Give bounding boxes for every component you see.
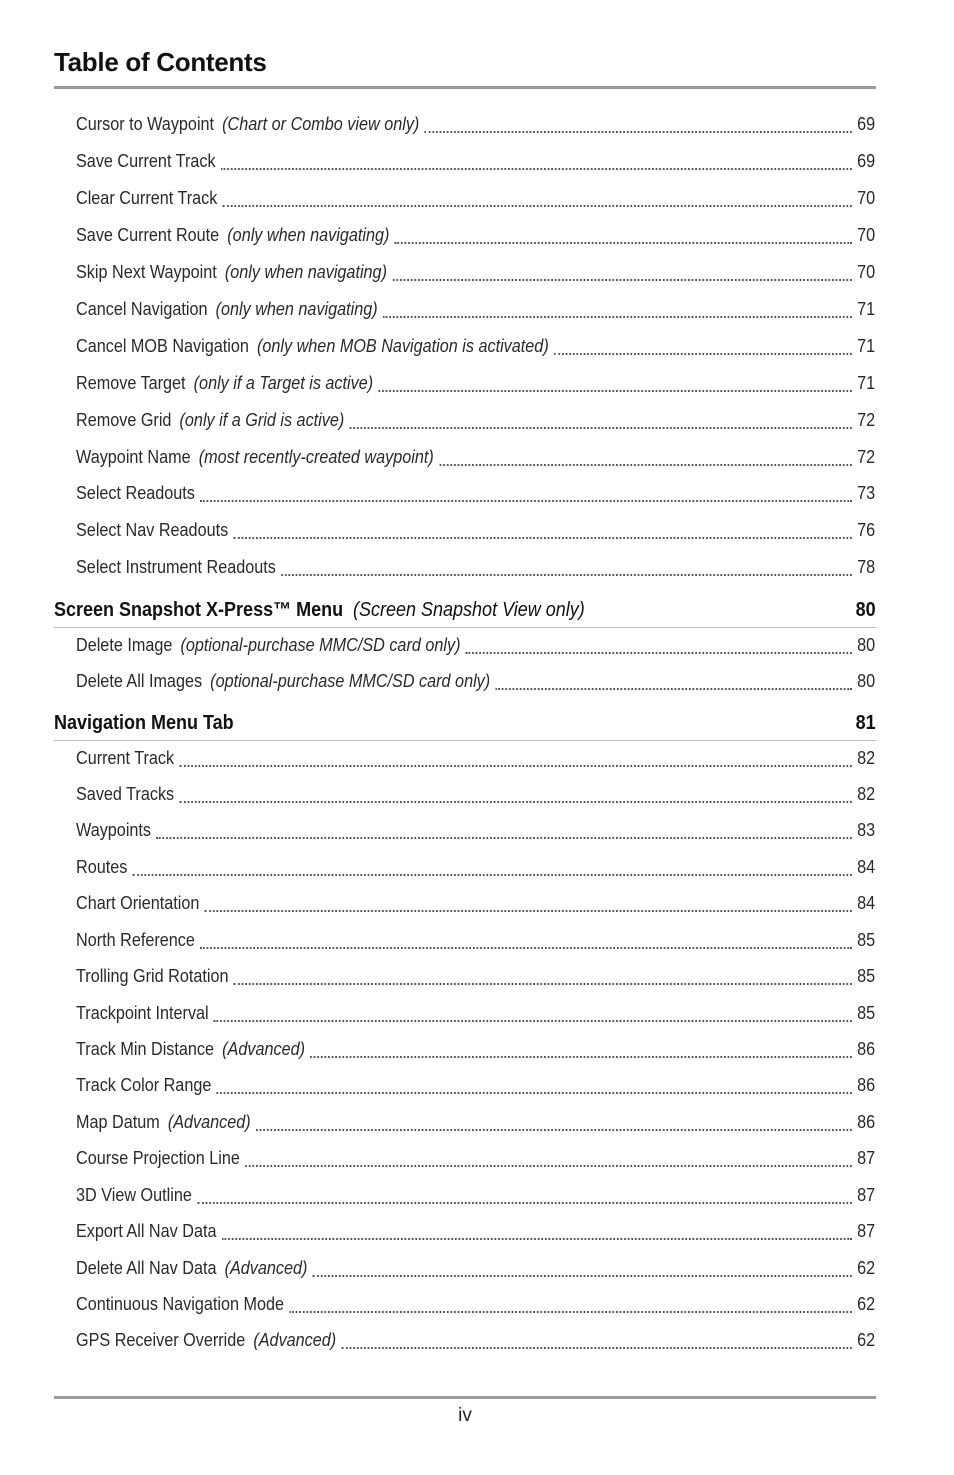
toc-entry[interactable]: [76, 966, 875, 990]
toc-entry-page: 85: [857, 966, 876, 986]
toc-entry-label: Select Instrument Readouts: [76, 557, 276, 577]
dot-leader: [234, 533, 852, 539]
toc-entry-page: 86: [857, 1075, 876, 1095]
toc-entry[interactable]: [76, 857, 875, 881]
toc-entry-label: Track Color Range: [76, 1075, 212, 1095]
dot-leader: [289, 1307, 851, 1313]
toc-entry[interactable]: [76, 784, 875, 808]
dot-leader: [554, 349, 852, 355]
dot-leader: [180, 761, 852, 767]
dot-leader: [256, 1125, 852, 1131]
toc-entry-page: 72: [857, 447, 876, 467]
toc-entry-note: (only when navigating): [227, 225, 390, 245]
dot-leader: [245, 1161, 851, 1167]
toc-entry-label: Waypoints: [76, 820, 152, 840]
toc-entry-page: 82: [857, 784, 876, 804]
toc-entry[interactable]: [76, 1185, 875, 1209]
toc-entry[interactable]: [76, 1294, 875, 1318]
toc-entry-label: Saved Tracks: [76, 784, 175, 804]
toc-entry[interactable]: [76, 557, 875, 581]
toc-entry-page: 72: [857, 410, 876, 430]
toc-entry-page: 69: [857, 151, 876, 171]
toc-entry-note: (Advanced): [222, 1039, 305, 1059]
toc-entry-label: Trolling Grid Rotation: [76, 966, 229, 986]
toc-entry[interactable]: [76, 1039, 875, 1063]
toc-entry-label: Select Nav Readouts: [76, 520, 229, 540]
toc-entry-page: 83: [857, 820, 876, 840]
toc-entry-label: 3D View Outline: [76, 1185, 192, 1205]
toc-entry-note: (only if a Grid is active): [179, 410, 345, 430]
dot-leader: [205, 906, 852, 912]
toc-entry[interactable]: [76, 262, 875, 286]
toc-entry-label: North Reference: [76, 930, 195, 950]
toc-entry-note: (Advanced): [253, 1330, 337, 1350]
toc-entry-page: 70: [857, 225, 876, 245]
toc-entry-label: Save Current Track: [76, 151, 216, 171]
toc-entry-label: GPS Receiver Override: [76, 1330, 246, 1350]
toc-entry-page: 62: [857, 1258, 876, 1278]
dot-leader: [214, 1016, 852, 1022]
toc-entry[interactable]: [76, 447, 875, 471]
toc-entry-label: Clear Current Track: [76, 188, 218, 208]
toc-entry-note: (Advanced): [224, 1258, 308, 1278]
dot-leader: [395, 238, 852, 244]
dot-leader: [313, 1271, 852, 1277]
section-divider: [54, 627, 876, 628]
toc-entry-label: Waypoint Name: [76, 447, 191, 467]
toc-entry-page: 85: [857, 1003, 876, 1023]
toc-entry-page: 70: [857, 188, 876, 208]
toc-entry-label: Track Min Distance: [76, 1039, 215, 1059]
dot-leader: [466, 648, 852, 654]
toc-entry[interactable]: [76, 225, 875, 249]
toc-entry-page: 84: [857, 857, 876, 877]
toc-entry-note: (only if a Target is active): [193, 373, 374, 393]
toc-entry-note: (Chart or Combo view only): [222, 114, 420, 134]
toc-entry[interactable]: [76, 114, 875, 138]
dot-leader: [200, 943, 852, 949]
toc-entry-note: (most recently-created waypoint): [198, 447, 434, 467]
dot-leader: [439, 460, 852, 466]
toc-entry[interactable]: [76, 1075, 875, 1099]
toc-section-heading[interactable]: [54, 712, 876, 740]
toc-entry[interactable]: [76, 930, 875, 954]
footer-divider: [54, 1396, 876, 1399]
toc-entry[interactable]: [76, 299, 875, 323]
toc-entry-page: 62: [857, 1294, 876, 1314]
toc-entry-label: Select Readouts: [76, 483, 195, 503]
dot-leader: [200, 496, 851, 502]
toc-entry-label: Course Projection Line: [76, 1148, 240, 1168]
toc-entry-page: 86: [857, 1039, 876, 1059]
toc-entry-page: 78: [857, 557, 876, 577]
toc-entry-page: 71: [857, 373, 876, 393]
toc-entry[interactable]: [76, 188, 875, 212]
toc-entry-note: (only when MOB Navigation is activated): [256, 336, 549, 356]
toc-entry[interactable]: [76, 1003, 875, 1027]
toc-section-heading[interactable]: [54, 599, 876, 627]
toc-entry-note: (only when navigating): [224, 262, 387, 282]
toc-entry-note: (optional-purchase MMC/SD card only): [180, 635, 461, 655]
toc-entry-page: 82: [857, 748, 876, 768]
dot-leader: [221, 164, 852, 170]
toc-entry-page: 69: [857, 114, 876, 134]
toc-entry[interactable]: [76, 520, 875, 544]
toc-entry[interactable]: [76, 893, 875, 917]
section-divider: [54, 740, 876, 741]
toc-entry-page: 80: [857, 635, 876, 655]
toc-entry[interactable]: [76, 336, 875, 360]
toc-entry-page: 71: [857, 336, 876, 356]
section-heading-note: (Screen Snapshot View only): [352, 599, 585, 621]
toc-entry-page: 70: [857, 262, 876, 282]
toc-entry[interactable]: [76, 635, 875, 659]
dot-leader: [222, 1234, 852, 1240]
toc-entry-label: Cancel Navigation: [76, 299, 208, 319]
toc-entry[interactable]: [76, 373, 875, 397]
section-heading-page: 81: [855, 712, 876, 734]
dot-leader: [234, 979, 852, 985]
page-number: iv: [458, 1405, 472, 1426]
toc-entry-label: Current Track: [76, 748, 175, 768]
dot-leader: [281, 570, 851, 576]
toc-entry-label: Delete All Nav Data: [76, 1258, 217, 1278]
toc-entry-page: 76: [857, 520, 876, 540]
toc-entry-note: (Advanced): [167, 1112, 251, 1132]
toc-entry[interactable]: [76, 820, 875, 844]
toc-entry-label: Routes: [76, 857, 128, 877]
dot-leader: [133, 870, 852, 876]
dot-leader: [379, 386, 852, 392]
toc-entry-label: Delete All Images: [76, 671, 203, 691]
toc-entry[interactable]: [76, 748, 875, 772]
title-divider: [54, 86, 876, 89]
toc-entry[interactable]: [76, 1148, 875, 1172]
toc-entry-label: Continuous Navigation Mode: [76, 1294, 285, 1314]
toc-entry[interactable]: [76, 410, 875, 434]
dot-leader: [310, 1052, 851, 1058]
toc-entry[interactable]: [76, 1330, 875, 1354]
toc-entry-label: Map Datum: [76, 1112, 160, 1132]
section-heading-label: Navigation Menu Tab: [54, 712, 234, 734]
dot-leader: [180, 797, 852, 803]
toc-entry-label: Cursor to Waypoint: [76, 114, 215, 134]
toc-entry-label: Chart Orientation: [76, 893, 200, 913]
dot-leader: [350, 423, 852, 429]
dot-leader: [392, 275, 851, 281]
toc-entry-label: Cancel MOB Navigation: [76, 336, 249, 356]
toc-entry-page: 86: [857, 1112, 876, 1132]
dot-leader: [156, 833, 851, 839]
toc-entry-label: Save Current Route: [76, 225, 220, 245]
toc-entry[interactable]: [76, 1221, 875, 1245]
toc-entry-label: Skip Next Waypoint: [76, 262, 217, 282]
toc-entry[interactable]: [76, 671, 875, 695]
dot-leader: [383, 312, 852, 318]
toc-entry-label: Trackpoint Interval: [76, 1003, 209, 1023]
toc-entry-page: 62: [857, 1330, 876, 1350]
toc-entry-page: 84: [857, 893, 876, 913]
section-heading-label: Screen Snapshot X-Press™ Menu: [54, 599, 344, 621]
toc-entry-note: (optional-purchase MMC/SD card only): [210, 671, 491, 691]
dot-leader: [425, 127, 852, 133]
dot-leader: [223, 201, 852, 207]
toc-entry[interactable]: [76, 483, 875, 507]
dot-leader: [496, 684, 852, 690]
toc-entry-label: Export All Nav Data: [76, 1221, 217, 1241]
dot-leader: [217, 1088, 852, 1094]
toc-entry-page: 87: [857, 1185, 876, 1205]
toc-entry[interactable]: [76, 151, 875, 175]
toc-entry-page: 87: [857, 1148, 876, 1168]
toc-entry[interactable]: [76, 1112, 875, 1136]
toc-entry-label: Remove Target: [76, 373, 186, 393]
toc-entry-page: 80: [857, 671, 876, 691]
section-heading-page: 80: [855, 599, 876, 621]
dot-leader: [342, 1343, 852, 1349]
toc-entry-page: 71: [857, 299, 876, 319]
toc-entry-label: Remove Grid: [76, 410, 172, 430]
toc-entry-page: 85: [857, 930, 876, 950]
toc-entry[interactable]: [76, 1258, 875, 1282]
toc-entry-page: 87: [857, 1221, 876, 1241]
dot-leader: [197, 1198, 852, 1204]
toc-entry-label: Delete Image: [76, 635, 173, 655]
page-title: Table of Contents: [54, 47, 267, 77]
toc-entry-page: 73: [857, 483, 876, 503]
toc-entry-note: (only when navigating): [215, 299, 378, 319]
